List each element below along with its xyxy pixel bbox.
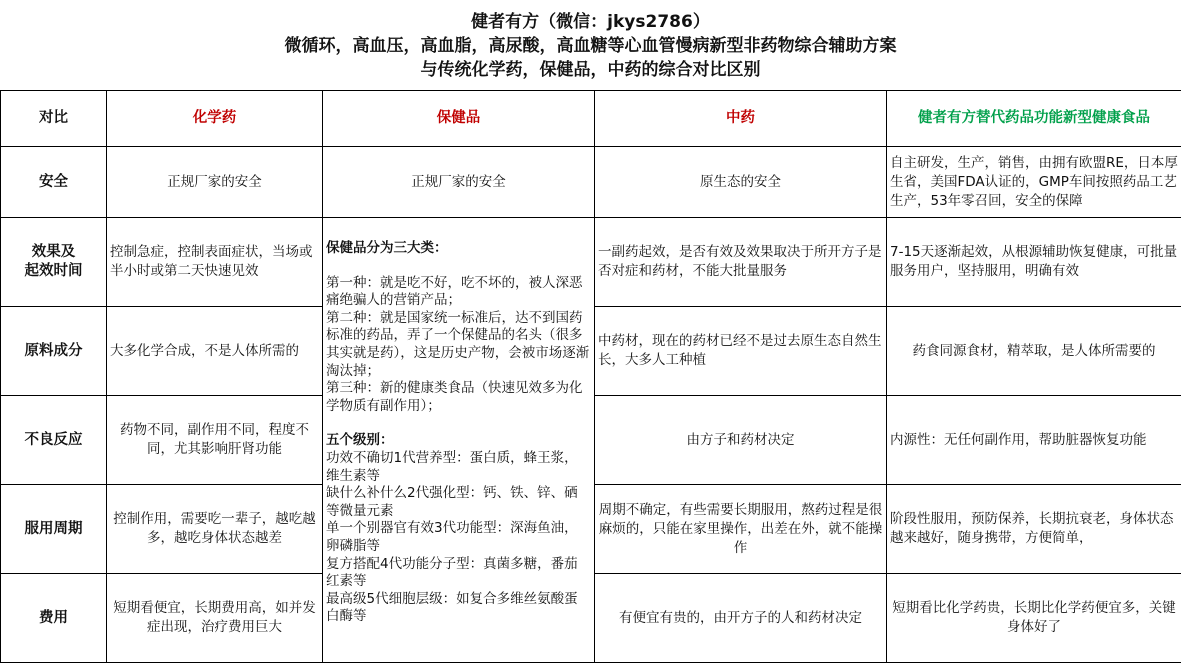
health-categories-title: 保健品分为三大类： — [326, 240, 591, 258]
row-label-side-effects: 不良反应 — [1, 396, 107, 485]
health-levels-title: 五个级别： — [326, 432, 591, 450]
cell-jkys-effect: 7-15天逐渐起效，从根源辅助恢复健康，可批量服务用户，坚持服用，明确有效 — [887, 218, 1181, 307]
row-label-period: 服用周期 — [1, 485, 107, 574]
header-chemical: 化学药 — [107, 91, 323, 147]
cell-jkys-side-effects: 内源性：无任何副作用，帮助脏器恢复功能 — [887, 396, 1181, 485]
cell-tcm-side-effects: 由方子和药材决定 — [595, 396, 887, 485]
table-header-row — [1, 91, 1181, 147]
cell-chemical-cost: 短期看便宜，长期费用高，如并发症出现，治疗费用巨大 — [107, 574, 323, 663]
health-category-2: 第二种：就是国家统一标准后，达不到国药标准的药品，弄了一个保健品的名头（很多其实就是药），这是历史产物，会被市场逐渐淘汰掉； — [326, 310, 591, 380]
page-header — [0, 0, 1181, 88]
cell-tcm-effect: 一副药起效，是否有效及效果取决于所开方子是否对症和药材，不能大批量服务 — [595, 218, 887, 307]
header-tcm: 中药 — [595, 91, 887, 147]
cell-jkys-period: 阶段性服用，预防保养，长期抗衰老，身体状态越来越好，随身携带，方便简单， — [887, 485, 1181, 574]
cell-health-safety: 正规厂家的安全 — [323, 147, 595, 218]
page-subtitle: 微循环，高血压，高血脂，高尿酸，高血糖等心血管慢病新型非药物综合辅助方案 — [0, 34, 1181, 58]
header-health: 保健品 — [323, 91, 595, 147]
cell-tcm-cost: 有便宜有贵的，由开方子的人和药材决定 — [595, 574, 887, 663]
row-label-safety: 安全 — [1, 147, 107, 218]
health-category-3: 第三种：新的健康类食品（快速见效多为化学物质有副作用）； — [326, 380, 591, 415]
health-category-1: 第一种：就是吃不好，吃不坏的，被人深恶痛绝骗人的营销产品； — [326, 275, 591, 310]
cell-jkys-safety: 自主研发，生产，销售，由拥有欧盟RE，日本厚生省，美国FDA认证的，GMP车间按照药品工艺生产，53年零召回，安全的保障 — [887, 147, 1181, 218]
cell-chemical-safety: 正规厂家的安全 — [107, 147, 323, 218]
cell-tcm-safety: 原生态的安全 — [595, 147, 887, 218]
health-level-5: 最高级5代细胞层级：如复合多维丝氨酸蛋白酶等 — [326, 591, 591, 626]
comparison-table — [0, 90, 1181, 663]
cell-chemical-ingredients: 大多化学合成，不是人体所需的 — [107, 307, 323, 396]
cell-jkys-cost: 短期看比化学药贵，长期比化学药便宜多，关键身体好了 — [887, 574, 1181, 663]
health-level-1: 功效不确切1代营养型：蛋白质，蜂王浆，维生素等 — [326, 450, 591, 485]
health-level-4: 复方搭配4代功能分子型：真菌多糖，番茄红素等 — [326, 556, 591, 591]
row-label-effect — [1, 218, 107, 307]
header-compare: 对比 — [1, 91, 107, 147]
row-label-ingredients: 原料成分 — [1, 307, 107, 396]
row-label-effect-line2: 起效时间 — [4, 262, 103, 281]
page-subtitle-2: 与传统化学药，保健品，中药的综合对比区别 — [0, 58, 1181, 82]
row-label-effect-line1: 效果及 — [4, 243, 103, 262]
table-row — [1, 147, 1181, 218]
cell-jkys-ingredients: 药食同源食材，精萃取，是人体所需要的 — [887, 307, 1181, 396]
cell-chemical-side-effects: 药物不同，副作用不同，程度不同，尤其影响肝肾功能 — [107, 396, 323, 485]
table-row — [1, 218, 1181, 307]
cell-chemical-effect: 控制急症，控制表面症状，当场或半小时或第二天快速见效 — [107, 218, 323, 307]
health-level-2: 缺什么补什么2代强化型：钙、铁、锌、硒等微量元素 — [326, 485, 591, 520]
cell-chemical-period: 控制作用，需要吃一辈子，越吃越多，越吃身体状态越差 — [107, 485, 323, 574]
header-jkys: 健者有方替代药品功能新型健康食品 — [887, 91, 1181, 147]
cell-tcm-period: 周期不确定，有些需要长期服用，熬药过程是很麻烦的，只能在家里操作，出差在外，就不能操作 — [595, 485, 887, 574]
page-title: 健者有方（微信：jkys2786） — [0, 10, 1181, 34]
health-level-3: 单一个别器官有效3代功能型：深海鱼油，卵磷脂等 — [326, 520, 591, 555]
row-label-cost: 费用 — [1, 574, 107, 663]
cell-tcm-ingredients: 中药材，现在的药材已经不是过去原生态自然生长，大多人工种植 — [595, 307, 887, 396]
cell-health-products — [323, 218, 595, 663]
